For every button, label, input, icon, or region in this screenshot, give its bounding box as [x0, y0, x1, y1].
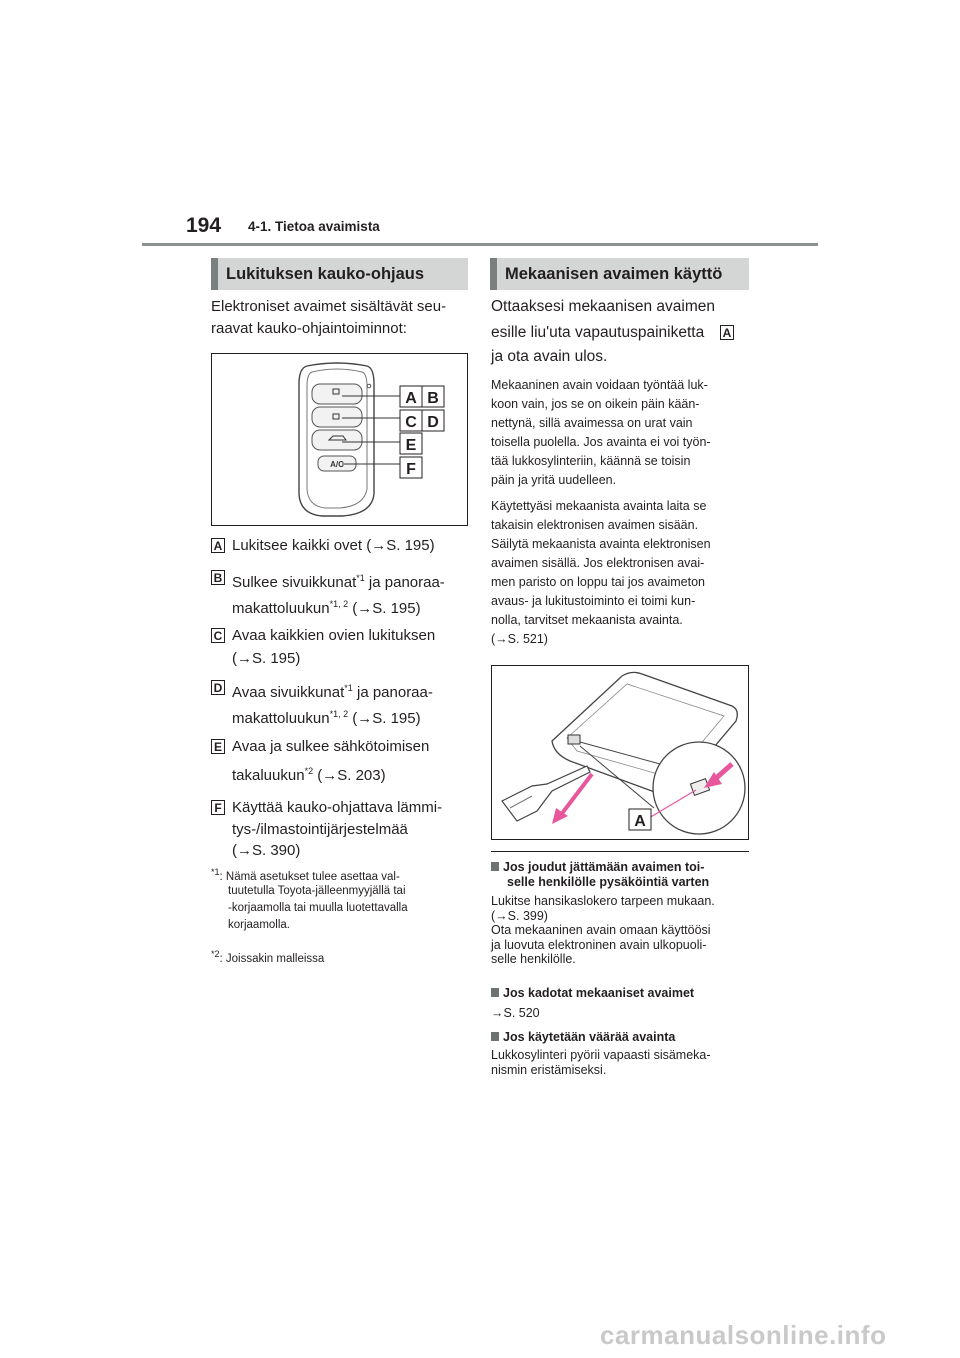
note-2-title: Jos kadotat mekaaniset avaimet: [491, 986, 694, 1001]
fig-label-d: D: [427, 414, 439, 431]
right-paragraph-1: Mekaaninen avain voidaan työntää luk- koon vain, jos se on oikein päin kään- nettynä, sillä avaimessa on urat vain toisella puolella. Jos avainta ei voi työn- tää lukkosylinteriin, käännä se toisin päin ja yritä uudelleen.: [491, 378, 711, 487]
right-section-heading: Mekaanisen avaimen käyttö: [490, 258, 749, 290]
note-1-title-line-1: Jos joudut jättämään avaimen toi-: [491, 860, 704, 875]
right-paragraph-2: Käytettyäsi mekaanista avainta laita se takaisin elektronisen avaimen sisään. Säilytä mekaanista avainta elektronisen avaimen sisällä. Jos elektronisen avai- men paristo on loppu tai jos avaimeton avaus- ja lukitustoiminto ei toimi kun- nolla, tarvitset mekaanista avainta. (→S. 521): [491, 499, 711, 646]
item-c-line-1: Avaa kaikkien ovien lukituksen: [232, 627, 436, 644]
item-a-text: Lukitsee kaikki ovet (→S. 195): [232, 537, 435, 554]
header-rule: [142, 243, 818, 246]
footnote-2: $^{*2}$: Joissakin malleissa: [211, 949, 325, 965]
right-intro-line-1: Ottaaksesi mekaanisen avaimen: [491, 298, 716, 315]
bullet-square-icon: [491, 988, 499, 997]
note-1-text: Lukitse hansikaslokero tarpeen mukaan. (→S. 399) Ota mekaaninen avain omaan käyttöösi ja luovuta elektroninen avain ulkopuoli- selle henkilölle.: [491, 894, 715, 966]
footnote-1: $^{*1}$: Nämä asetukset tulee asettaa val-: [211, 867, 400, 883]
fig-label-e: E: [405, 437, 417, 454]
right-intro-line-3: ja ota avain ulos.: [491, 348, 608, 365]
notes-divider: [491, 851, 749, 852]
item-d-tag: D: [211, 680, 225, 695]
fig-label-release-button: A: [634, 813, 646, 830]
key-fob-illustration: [212, 354, 467, 525]
note-2-text: →S. 520: [491, 1006, 540, 1020]
fig-label-a: A: [405, 390, 417, 407]
fig-label-f: F: [406, 461, 416, 478]
mechanical-key-figure: [491, 665, 749, 840]
footnote-1-line-2: tuutetulla Toyota-jälleenmyyjällä tai: [228, 885, 406, 897]
item-f-line-1: Käyttää kauko-ohjattava lämmi-: [232, 799, 443, 816]
item-f-tag: F: [211, 800, 225, 815]
item-d-line-2: makattoluukun$^{*1, 2}$ (→S. 195): [232, 709, 421, 727]
item-f-line-3: (→S. 390): [232, 842, 301, 859]
section-title: 4-1. Tietoa avaimista: [248, 219, 380, 234]
item-a-tag: A: [211, 538, 225, 553]
page-number: 194: [186, 214, 222, 237]
key-fob-figure: [211, 353, 468, 526]
left-section-heading: Lukituksen kauko-ohjaus: [211, 258, 468, 290]
item-e-line-1: Avaa ja sulkee sähkötoimisen: [232, 738, 430, 755]
note-3-text: Lukkosylinteri pyörii vapaasti sisämeka- nismin eristämiseksi.: [491, 1048, 711, 1077]
watermark: carmanualsonline.info: [600, 1320, 887, 1350]
item-b-tag: B: [211, 570, 225, 585]
bullet-square-icon: [491, 1032, 499, 1041]
item-e-line-2: takaluukun$^{*2}$ (→S. 203): [232, 766, 386, 784]
footnote-1-line-4: korjaamolla.: [228, 919, 290, 931]
item-d-line-1: Avaa sivuikkunat$^{*1}$ ja panoraa-: [232, 683, 433, 701]
right-intro-tag: A: [720, 325, 734, 340]
item-b-line-2: makattoluukun$^{*1, 2}$ (→S. 195): [232, 599, 421, 617]
item-c-line-2: (→S. 195): [232, 650, 301, 667]
item-e-tag: E: [211, 739, 225, 754]
item-c-tag: C: [211, 628, 225, 643]
right-intro-line-2: esille liu'uta vapautuspainiketta: [491, 324, 705, 341]
left-intro-line-1: Elektroniset avaimet sisältävät seu-: [211, 298, 447, 315]
left-intro-line-2: raavat kauko-ohjaintoiminnot:: [211, 320, 407, 337]
item-f-line-2: tys-/ilmastointijärjestelmää: [232, 821, 408, 838]
item-b-line-1: Sulkee sivuikkunat$^{*1}$ ja panoraa-: [232, 573, 445, 591]
footnote-1-line-3: -korjaamolla tai muulla luotettavalla: [228, 902, 408, 914]
bullet-square-icon: [491, 862, 499, 871]
note-1-title-line-2: selle henkilölle pysäköintiä varten: [507, 875, 710, 889]
fig-label-c: C: [405, 414, 417, 431]
fig-label-b: B: [427, 390, 439, 407]
mechanical-key-illustration: [492, 666, 748, 839]
fob-ac-button-label: A/C: [330, 460, 344, 469]
note-3-title: Jos käytetään väärää avainta: [491, 1030, 675, 1045]
